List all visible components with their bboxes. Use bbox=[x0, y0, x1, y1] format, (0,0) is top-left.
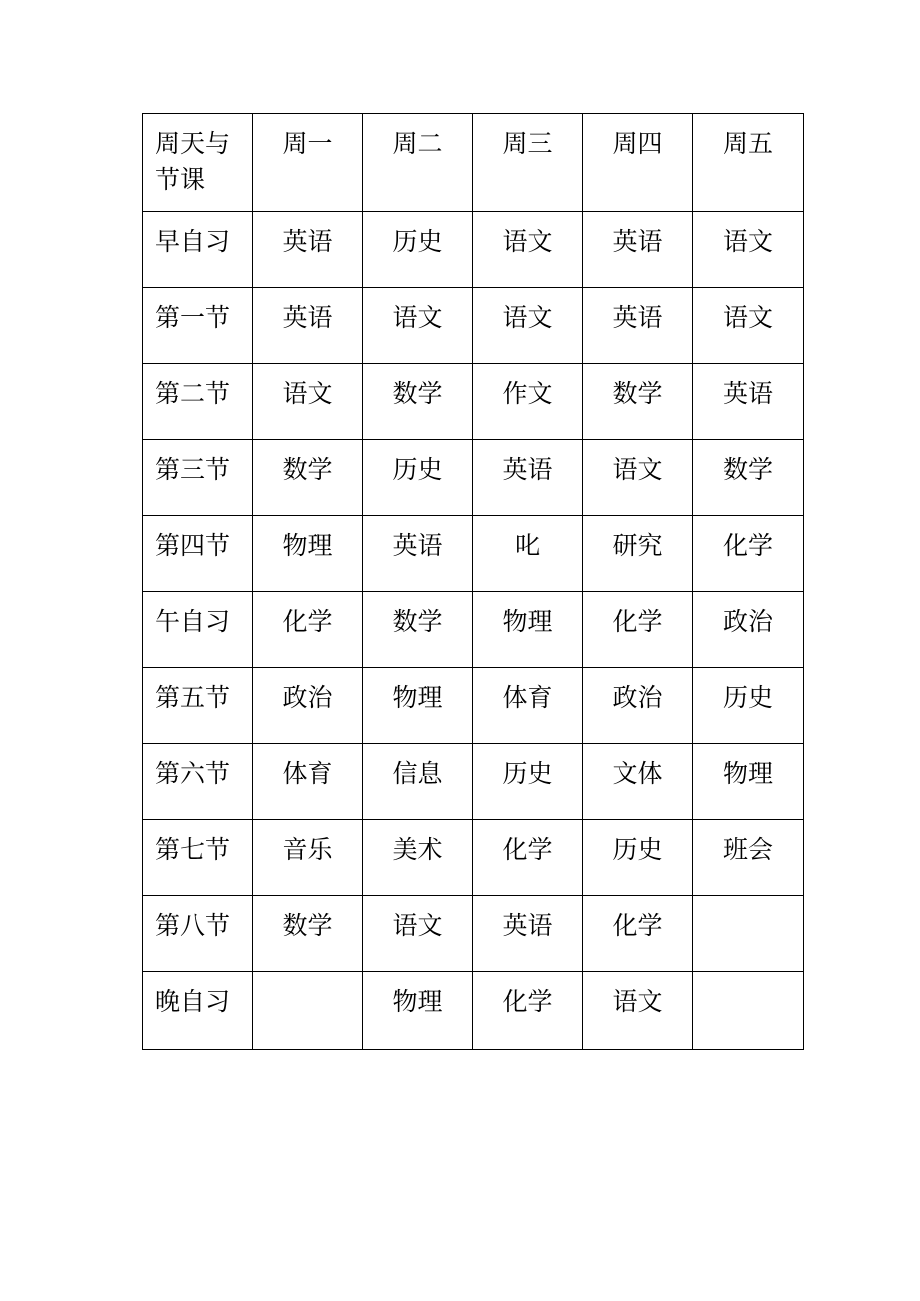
subject-cell: 英语 bbox=[473, 440, 583, 516]
period-label: 第二节 bbox=[143, 364, 253, 440]
subject-cell: 语文 bbox=[363, 288, 473, 364]
subject-cell: 语文 bbox=[583, 440, 693, 516]
subject-cell: 历史 bbox=[363, 440, 473, 516]
table-row bbox=[143, 288, 804, 364]
subject-cell: 作文 bbox=[473, 364, 583, 440]
day-header: 周二 bbox=[363, 114, 473, 212]
subject-cell: 数学 bbox=[693, 440, 804, 516]
subject-cell: 语文 bbox=[583, 972, 693, 1050]
subject-cell: 研究 bbox=[583, 516, 693, 592]
subject-cell: 历史 bbox=[473, 744, 583, 820]
period-label: 午自习 bbox=[143, 592, 253, 668]
period-label: 第一节 bbox=[143, 288, 253, 364]
subject-cell: 体育 bbox=[473, 668, 583, 744]
subject-cell: 语文 bbox=[253, 364, 363, 440]
subject-cell: 英语 bbox=[363, 516, 473, 592]
subject-cell: 英语 bbox=[693, 364, 804, 440]
day-header: 周三 bbox=[473, 114, 583, 212]
subject-cell: 语文 bbox=[473, 288, 583, 364]
table-row bbox=[143, 972, 804, 1050]
subject-cell: 英语 bbox=[253, 288, 363, 364]
subject-cell: 历史 bbox=[363, 212, 473, 288]
subject-cell: 物理 bbox=[363, 972, 473, 1050]
period-label: 第八节 bbox=[143, 896, 253, 972]
subject-cell: 政治 bbox=[693, 592, 804, 668]
period-label: 第三节 bbox=[143, 440, 253, 516]
subject-cell: 体育 bbox=[253, 744, 363, 820]
subject-cell: 化学 bbox=[473, 820, 583, 896]
subject-cell: 数学 bbox=[253, 440, 363, 516]
subject-cell: 物理 bbox=[363, 668, 473, 744]
subject-cell: 数学 bbox=[583, 364, 693, 440]
subject-cell: 数学 bbox=[363, 592, 473, 668]
subject-cell: 化学 bbox=[473, 972, 583, 1050]
subject-cell: 化学 bbox=[583, 592, 693, 668]
subject-cell: 语文 bbox=[473, 212, 583, 288]
subject-cell bbox=[693, 972, 804, 1050]
class-timetable bbox=[142, 113, 804, 1050]
subject-cell: 语文 bbox=[363, 896, 473, 972]
table-row bbox=[143, 212, 804, 288]
subject-cell: 化学 bbox=[253, 592, 363, 668]
subject-cell: 政治 bbox=[253, 668, 363, 744]
subject-cell: 英语 bbox=[253, 212, 363, 288]
day-header: 周五 bbox=[693, 114, 804, 212]
subject-cell bbox=[253, 972, 363, 1050]
corner-cell: 周天与节课 bbox=[143, 114, 253, 212]
subject-cell: 文体 bbox=[583, 744, 693, 820]
period-label: 第七节 bbox=[143, 820, 253, 896]
subject-cell: 物理 bbox=[253, 516, 363, 592]
timetable-body bbox=[143, 114, 804, 1050]
table-row bbox=[143, 440, 804, 516]
table-row bbox=[143, 896, 804, 972]
table-row bbox=[143, 820, 804, 896]
subject-cell: 信息 bbox=[363, 744, 473, 820]
subject-cell: 政治 bbox=[583, 668, 693, 744]
subject-cell: 物理 bbox=[693, 744, 804, 820]
subject-cell: 数学 bbox=[363, 364, 473, 440]
subject-cell: 语文 bbox=[693, 288, 804, 364]
period-label: 第五节 bbox=[143, 668, 253, 744]
day-header: 周一 bbox=[253, 114, 363, 212]
subject-cell: 数学 bbox=[253, 896, 363, 972]
subject-cell: 化学 bbox=[693, 516, 804, 592]
period-label: 第六节 bbox=[143, 744, 253, 820]
table-row bbox=[143, 592, 804, 668]
subject-cell: 美术 bbox=[363, 820, 473, 896]
subject-cell: 班会 bbox=[693, 820, 804, 896]
subject-cell: 英语 bbox=[473, 896, 583, 972]
subject-cell: 物理 bbox=[473, 592, 583, 668]
table-row bbox=[143, 364, 804, 440]
subject-cell bbox=[693, 896, 804, 972]
table-row bbox=[143, 516, 804, 592]
period-label: 晚自习 bbox=[143, 972, 253, 1050]
header-row bbox=[143, 114, 804, 212]
subject-cell: 语文 bbox=[693, 212, 804, 288]
subject-cell: 英语 bbox=[583, 288, 693, 364]
subject-cell: 音乐 bbox=[253, 820, 363, 896]
period-label: 早自习 bbox=[143, 212, 253, 288]
period-label: 第四节 bbox=[143, 516, 253, 592]
table-row bbox=[143, 668, 804, 744]
day-header: 周四 bbox=[583, 114, 693, 212]
subject-cell: 历史 bbox=[693, 668, 804, 744]
subject-cell: 化学 bbox=[583, 896, 693, 972]
subject-cell: 叱 bbox=[473, 516, 583, 592]
subject-cell: 英语 bbox=[583, 212, 693, 288]
subject-cell: 历史 bbox=[583, 820, 693, 896]
table-row bbox=[143, 744, 804, 820]
